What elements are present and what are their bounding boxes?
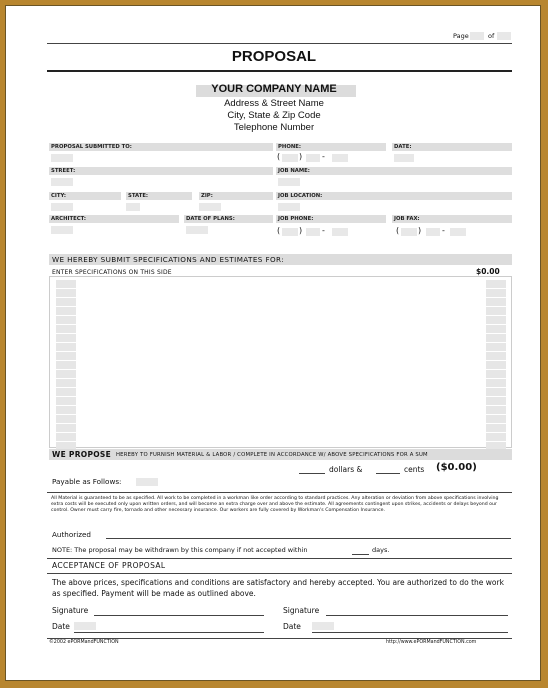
spec-amount-cell[interactable] bbox=[486, 406, 506, 414]
page-label: Page bbox=[453, 32, 469, 40]
terms-rule bbox=[47, 492, 512, 493]
spec-amount-cell[interactable] bbox=[486, 388, 506, 396]
spec-amount-cell[interactable] bbox=[486, 289, 506, 297]
proposal-submitted-label: PROPOSAL SUBMITTED TO: bbox=[49, 143, 273, 151]
spec-description-cell[interactable] bbox=[56, 379, 76, 387]
note-days-line[interactable] bbox=[352, 554, 369, 555]
spec-description-cell[interactable] bbox=[56, 424, 76, 432]
spec-amount-cell[interactable] bbox=[486, 352, 506, 360]
state-label: STATE: bbox=[126, 192, 192, 200]
architect-label: ARCHITECT: bbox=[49, 215, 179, 223]
street-field[interactable] bbox=[51, 178, 73, 186]
job-phone-area-open: ( bbox=[277, 226, 281, 235]
street-label: STREET: bbox=[49, 167, 273, 175]
payable-field[interactable] bbox=[136, 478, 158, 486]
spec-amount-cell[interactable] bbox=[486, 325, 506, 333]
spec-description-cell[interactable] bbox=[56, 307, 76, 315]
spec-amount-cell[interactable] bbox=[486, 316, 506, 324]
signature-right-label: Signature bbox=[283, 606, 320, 615]
spec-description-cell[interactable] bbox=[56, 280, 76, 288]
signature-right-line[interactable] bbox=[326, 615, 508, 616]
phone-area-open: ( bbox=[277, 152, 281, 161]
cents-line[interactable] bbox=[376, 473, 400, 474]
dollars-label: dollars & bbox=[329, 465, 363, 474]
spec-amount-cell[interactable] bbox=[486, 307, 506, 315]
spec-description-cell[interactable] bbox=[56, 316, 76, 324]
spec-description-cell[interactable] bbox=[56, 397, 76, 405]
spec-amount-cell[interactable] bbox=[486, 298, 506, 306]
fax-area-field[interactable] bbox=[401, 228, 417, 236]
date-of-plans-field[interactable] bbox=[186, 226, 208, 234]
title-rule bbox=[47, 70, 512, 72]
spec-description-cell[interactable] bbox=[56, 334, 76, 342]
zip-label: ZIP: bbox=[199, 192, 273, 200]
job-phone-area-field[interactable] bbox=[282, 228, 298, 236]
city-label: CITY: bbox=[49, 192, 121, 200]
spec-description-cell[interactable] bbox=[56, 388, 76, 396]
we-propose-label: WE PROPOSE bbox=[52, 450, 112, 459]
date-label: DATE: bbox=[392, 143, 512, 151]
authorized-line[interactable] bbox=[106, 538, 511, 539]
fax-area-close: ) bbox=[418, 226, 422, 235]
submitted-to-field[interactable] bbox=[51, 154, 73, 162]
date-right-label: Date bbox=[283, 622, 301, 631]
job-phone-area-close: ) bbox=[299, 226, 303, 235]
proposal-amount: ($0.00) bbox=[436, 462, 477, 473]
acceptance-header: ACCEPTANCE OF PROPOSAL bbox=[52, 561, 166, 570]
architect-field[interactable] bbox=[51, 226, 73, 234]
date-right-field[interactable] bbox=[312, 622, 334, 630]
phone-area-close: ) bbox=[299, 152, 303, 161]
note-text-start: NOTE: The proposal may be withdrawn by this company if not accepted within bbox=[52, 546, 308, 554]
phone-dash: - bbox=[322, 152, 325, 161]
page-of-label: of bbox=[488, 32, 495, 40]
spec-amount-cell[interactable] bbox=[486, 433, 506, 441]
spec-amount-cell[interactable] bbox=[486, 361, 506, 369]
date-right-line[interactable] bbox=[312, 632, 508, 633]
spec-description-cell[interactable] bbox=[56, 289, 76, 297]
company-city: City, State & Zip Code bbox=[227, 110, 321, 121]
spec-amount-cell[interactable] bbox=[486, 379, 506, 387]
company-name: YOUR COMPANY NAME bbox=[211, 83, 337, 95]
spec-amount-cell[interactable] bbox=[486, 370, 506, 378]
state-field[interactable] bbox=[126, 203, 140, 211]
company-address: Address & Street Name bbox=[224, 98, 324, 109]
phone-area-field[interactable] bbox=[282, 154, 298, 162]
job-name-label: JOB NAME: bbox=[276, 167, 512, 175]
spec-description-cell[interactable] bbox=[56, 298, 76, 306]
spec-amount-cell[interactable] bbox=[486, 343, 506, 351]
phone-prefix-field[interactable] bbox=[306, 154, 320, 162]
note-text-end: days. bbox=[372, 546, 390, 554]
page-total-field[interactable] bbox=[497, 32, 511, 40]
specifications-header: WE HEREBY SUBMIT SPECIFICATIONS AND ESTIMATES FOR: bbox=[52, 255, 285, 264]
phone-label: PHONE: bbox=[276, 143, 386, 151]
spec-description-cell[interactable] bbox=[56, 352, 76, 360]
spec-description-cell[interactable] bbox=[56, 325, 76, 333]
fax-area-open: ( bbox=[396, 226, 400, 235]
fax-prefix-field[interactable] bbox=[426, 228, 440, 236]
job-phone-dash: - bbox=[322, 226, 325, 235]
date-left-label: Date bbox=[52, 622, 70, 631]
date-of-plans-label: DATE OF PLANS: bbox=[184, 215, 273, 223]
job-location-field[interactable] bbox=[278, 203, 300, 211]
spec-description-cell[interactable] bbox=[56, 433, 76, 441]
authorized-label: Authorized bbox=[52, 530, 91, 539]
date-left-line[interactable] bbox=[74, 632, 264, 633]
city-field[interactable] bbox=[51, 203, 73, 211]
top-rule bbox=[47, 43, 512, 44]
fax-dash: - bbox=[442, 226, 445, 235]
spec-amount-cell[interactable] bbox=[486, 334, 506, 342]
acceptance-text: The above prices, specifications and conditions are satisfactory and hereby accepted. You are authorized to do the work as specified. Payment will be made as outlined above. bbox=[52, 578, 504, 598]
spec-description-cell[interactable] bbox=[56, 415, 76, 423]
spec-amount-cell[interactable] bbox=[486, 415, 506, 423]
acceptance-bottom-rule bbox=[47, 573, 512, 574]
company-phone: Telephone Number bbox=[233, 122, 315, 133]
spec-amount-cell[interactable] bbox=[486, 424, 506, 432]
zip-field[interactable] bbox=[199, 203, 221, 211]
specifications-area[interactable] bbox=[49, 276, 512, 448]
specifications-total: $0.00 bbox=[476, 267, 500, 276]
date-left-field[interactable] bbox=[74, 622, 96, 630]
job-phone-label: JOB PHONE: bbox=[276, 215, 386, 223]
job-phone-line-field[interactable] bbox=[332, 228, 348, 236]
job-name-field[interactable] bbox=[278, 178, 300, 186]
signature-left-line[interactable] bbox=[94, 615, 264, 616]
dollars-line[interactable] bbox=[299, 473, 325, 474]
date-field[interactable] bbox=[394, 154, 414, 162]
spec-description-cell[interactable] bbox=[56, 406, 76, 414]
cents-label: cents bbox=[404, 465, 425, 474]
fax-line-field[interactable] bbox=[450, 228, 466, 236]
acceptance-top-rule bbox=[47, 558, 512, 559]
spec-description-cell[interactable] bbox=[56, 343, 76, 351]
we-propose-text: HEREBY TO FURNISH MATERIAL & LABOR / COMPLETE IN ACCORDANCE W/ ABOVE SPECIFICATIONS FOR A SUM bbox=[116, 452, 428, 458]
terms-text: All Material is guaranteed to be as specified. All work to be completed in a workman like order according to standard practices. Any alteration or deviation from above specifications involving extra costs will be executed only upon written orders, and will become an extra charge over and above the estimate. All agreements contingent upon strikes, accidents or delays beyond our control. Owner must carry fire, tornado and other necessary insurance. Our workers are fully covered by Workman's Compensation Insurance. bbox=[51, 496, 499, 514]
footer-rule bbox=[47, 638, 512, 639]
spec-amount-cell[interactable] bbox=[486, 397, 506, 405]
signature-left-label: Signature bbox=[52, 606, 89, 615]
payable-label: Payable as Follows: bbox=[52, 477, 122, 486]
spec-description-cell[interactable] bbox=[56, 361, 76, 369]
proposal-page bbox=[5, 5, 541, 681]
page-number-field[interactable] bbox=[470, 32, 484, 40]
enter-specifications-label: ENTER SPECIFICATIONS ON THIS SIDE bbox=[52, 269, 172, 276]
job-location-label: JOB LOCATION: bbox=[276, 192, 512, 200]
page-title: PROPOSAL bbox=[231, 48, 317, 65]
job-fax-label: JOB FAX: bbox=[392, 215, 512, 223]
job-phone-prefix-field[interactable] bbox=[306, 228, 320, 236]
footer-url: http://www.ePORMandFUNCTION.com bbox=[386, 640, 477, 645]
phone-line-field[interactable] bbox=[332, 154, 348, 162]
spec-description-cell[interactable] bbox=[56, 370, 76, 378]
spec-amount-cell[interactable] bbox=[486, 280, 506, 288]
footer-copyright: ©2002 ePORMandFUNCTION bbox=[49, 640, 119, 645]
